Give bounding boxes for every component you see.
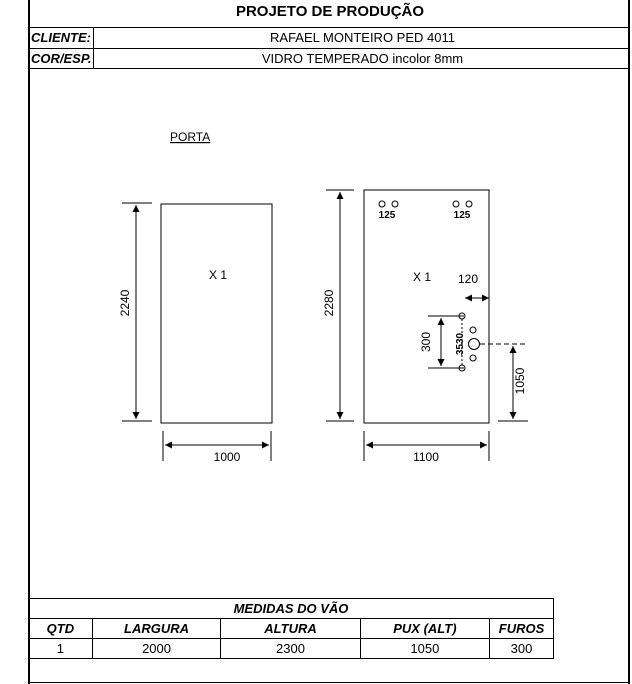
table-title: MEDIDAS DO VÃO [29,599,554,619]
hinge-hole-top-left-b [392,201,398,207]
hinge-hole-top-right-a [453,201,459,207]
hinge-hole-top-left-a [379,201,385,207]
header-qtd: QTD [29,619,93,639]
panel-1-height-label: 2240 [118,289,132,317]
handle-gap-label: 3530 [455,332,466,356]
table-header-row [29,619,554,639]
header-furos: FUROS [490,619,554,639]
cell-qtd: 1 [29,639,93,659]
panel-2-height-label: 2280 [322,289,336,317]
page-title: PROJETO DE PRODUÇÃO [235,3,425,20]
cell-furos: 300 [490,639,554,659]
hole-spacing-right-label: 125 [453,210,471,221]
hinge-hole-top-right-b [466,201,472,207]
header-largura: LARGURA [92,619,221,639]
lock-hole-main [469,339,480,350]
panel-1-width-label: 1000 [213,450,241,464]
lock-hole-top [470,327,476,333]
cell-largura: 2000 [92,639,221,659]
handle-span-label: 300 [419,331,433,353]
offset-right-label: 120 [457,272,479,286]
cor-label: COR/ESP. [31,51,92,66]
table-row [29,639,554,659]
cell-pux: 1050 [360,639,489,659]
handle-height-label: 1050 [513,367,527,395]
panel-1-outline [161,204,272,423]
panel-2-qty: X 1 [412,270,432,284]
section-label: PORTA [170,130,211,144]
cell-altura: 2300 [221,639,360,659]
panel-1-qty: X 1 [208,268,228,282]
cliente-label: CLIENTE: [31,30,91,45]
panel-2-outline [364,190,489,423]
cliente-value: RAFAEL MONTEIRO PED 4011 [270,30,455,45]
hole-spacing-left-label: 125 [378,210,396,221]
header-pux: PUX (ALT) [360,619,489,639]
header-altura: ALTURA [221,619,360,639]
cor-value: VIDRO TEMPERADO incolor 8mm [261,51,464,66]
panel-2-width-label: 1100 [413,450,439,464]
measurements-table [28,598,554,659]
lock-hole-bottom [470,355,476,361]
page-bottom-line [28,682,630,683]
